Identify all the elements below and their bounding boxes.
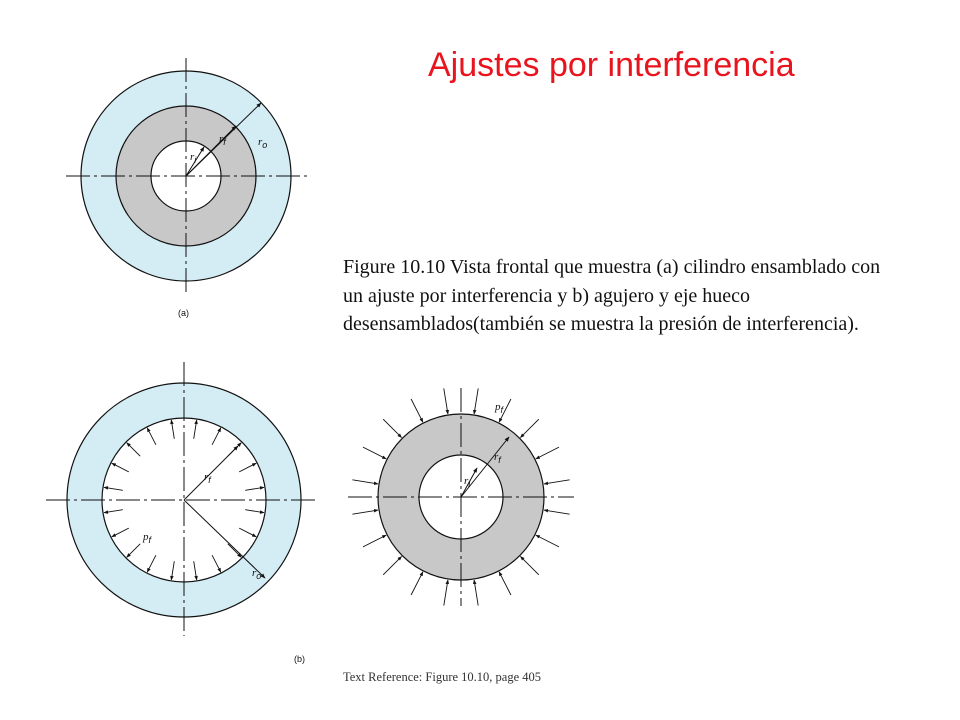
shaft-pressure-arrow <box>352 480 378 484</box>
hole-label-pf: $p_f$ <box>143 531 152 545</box>
shaft-pressure-arrow <box>411 572 423 595</box>
label-rf: $r_f$ <box>219 133 226 147</box>
hole-label-rf: $r_f$ <box>204 471 211 485</box>
shaft-pressure-arrow <box>544 480 570 484</box>
shaft-pressure-arrow <box>363 535 386 547</box>
shaft-pressure-arrow <box>474 580 478 606</box>
shaft-pressure-arrow <box>520 556 538 574</box>
shaft-pressure-arrow <box>499 572 511 595</box>
label-ro: $r_o$ <box>258 136 268 150</box>
shaft-pressure-arrow <box>444 388 448 414</box>
shaft-label-pf: $p_f$ <box>495 401 504 415</box>
figure-a-assembled-cylinder <box>66 58 308 318</box>
label-ri: $r_i$ <box>190 151 197 165</box>
shaft-pressure-arrow <box>474 388 478 414</box>
shaft-pressure-arrow <box>363 447 386 459</box>
shaft-pressure-arrow <box>383 419 401 437</box>
text-reference: Text Reference: Figure 10.10, page 405 <box>343 670 542 684</box>
figure-b-label: (b) <box>294 654 305 664</box>
hole-label-ro: $r_o$ <box>252 567 262 581</box>
shaft-pressure-arrow <box>444 580 448 606</box>
shaft-label-rf: $r_f$ <box>494 451 501 465</box>
shaft-pressure-arrow <box>544 510 570 514</box>
slide-title: Ajustes por interferencia <box>428 46 795 84</box>
shaft-pressure-arrow <box>520 419 538 437</box>
shaft-label-ri: $r_i$ <box>464 475 471 489</box>
shaft-pressure-arrow <box>352 510 378 514</box>
figure-caption: Figure 10.10 Vista frontal que muestra (a) cilindro ensamblado con un ajuste por interferencia y b) agujero y eje hueco desensamblados(también se muestra la presión de interferencia). <box>343 256 881 335</box>
figure-b-hole <box>46 362 318 664</box>
figure-a-label: (a) <box>178 308 189 318</box>
shaft-pressure-arrow <box>536 535 559 547</box>
figure-b-shaft <box>348 388 574 606</box>
shaft-pressure-arrow <box>411 399 423 422</box>
shaft-pressure-arrow <box>536 447 559 459</box>
shaft-pressure-arrow <box>383 556 401 574</box>
